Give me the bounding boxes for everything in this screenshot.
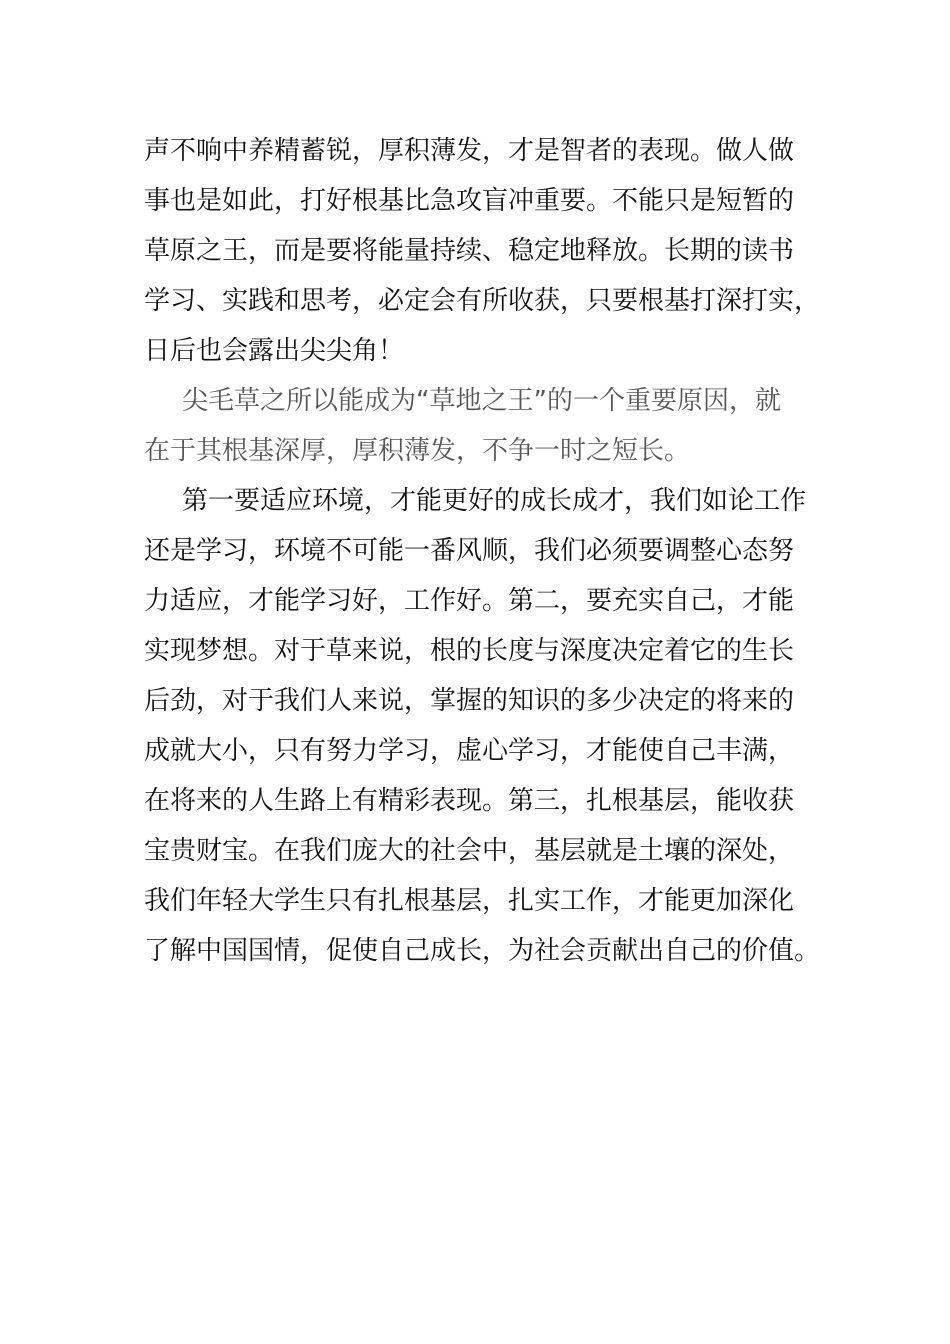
text-line: 第一要适应环境，才能更好的成长成才，我们如论工作 bbox=[182, 486, 807, 516]
text-line: 在于其根基深厚，厚积薄发，不争一时之短长。 bbox=[144, 436, 691, 466]
text-line: 宝贵财宝。在我们庞大的社会中，基层就是土壤的深处， bbox=[144, 836, 795, 866]
text-line: 我们年轻大学生只有扎根基层，扎实工作，才能更加深化 bbox=[144, 886, 795, 916]
text-line: 事也是如此，打好根基比急攻盲冲重要。不能只是短暂的 bbox=[144, 186, 795, 216]
text-line: 在将来的人生路上有精彩表现。第三，扎根基层，能收获 bbox=[144, 786, 795, 816]
paragraph-continuation bbox=[144, 126, 821, 376]
paragraph-grass-king bbox=[144, 376, 804, 476]
text-line: 学习、实践和思考，必定会有所收获，只要根基打深打实， bbox=[144, 286, 821, 316]
document-body bbox=[144, 126, 821, 976]
text-line: 实现梦想。对于草来说，根的长度与深度决定着它的生长 bbox=[144, 636, 795, 666]
text-line: 成就大小，只有努力学习，虚心学习，才能使自己丰满， bbox=[144, 736, 795, 766]
text-line: 草原之王，而是要将能量持续、稳定地释放。长期的读书 bbox=[144, 236, 795, 266]
text-line: 日后也会露出尖尖角！ bbox=[144, 336, 405, 366]
text-line: 后劲，对于我们人来说，掌握的知识的多少决定的将来的 bbox=[144, 686, 795, 716]
text-line: 声不响中养精蓄锐，厚积薄发，才是智者的表现。做人做 bbox=[144, 136, 795, 166]
text-line: 力适应，才能学习好，工作好。第二，要充实自己，才能 bbox=[144, 586, 795, 616]
paragraph-three-points bbox=[144, 476, 821, 976]
text-line: 还是学习，环境不可能一番风顺，我们必须要调整心态努 bbox=[144, 536, 795, 566]
text-line: 尖毛草之所以能成为“草地之王”的一个重要原因，就 bbox=[182, 386, 781, 416]
text-line: 了解中国国情，促使自己成长，为社会贡献出自己的价值。 bbox=[144, 936, 821, 966]
